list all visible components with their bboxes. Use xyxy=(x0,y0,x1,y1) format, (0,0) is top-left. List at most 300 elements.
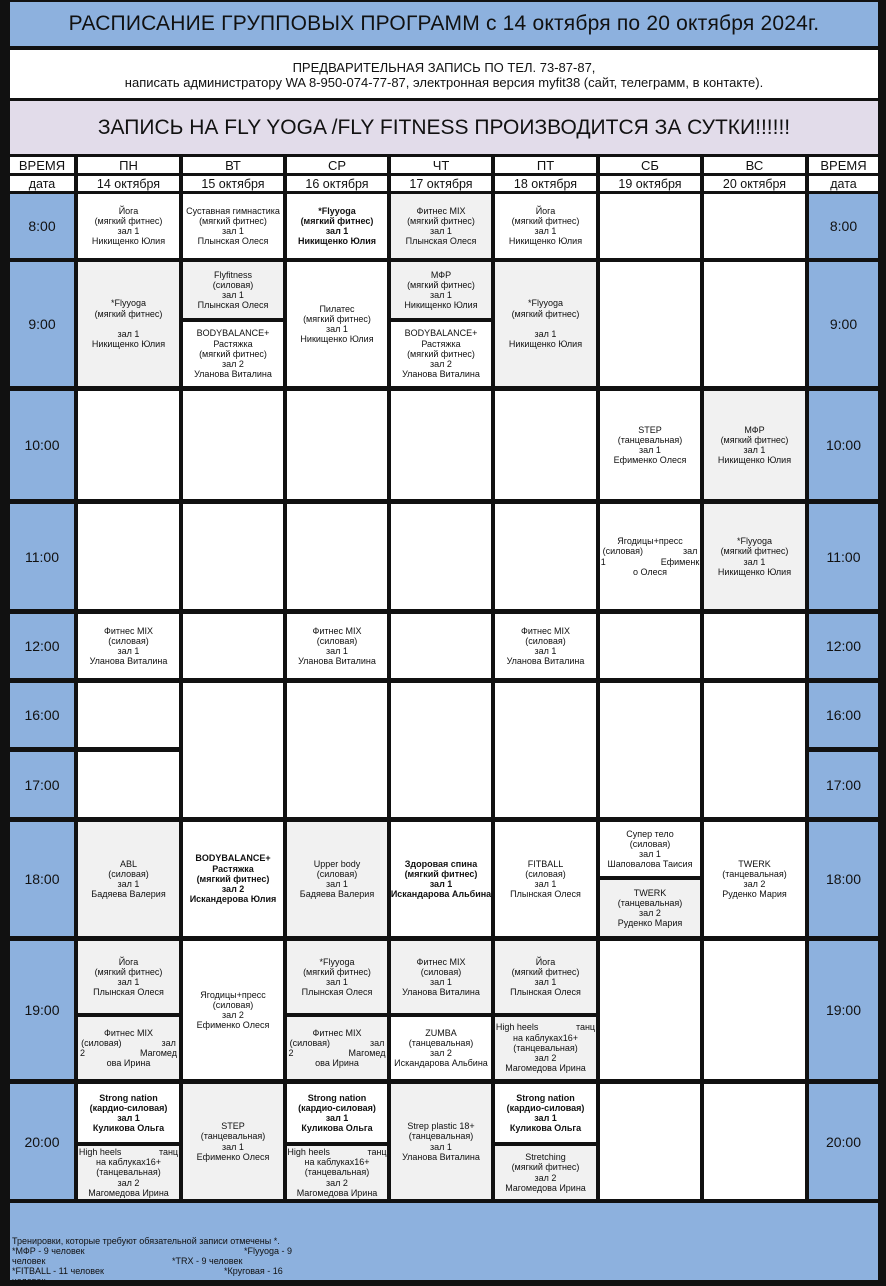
class-detail: (мягкий фитнес) xyxy=(196,873,270,884)
empty-slot xyxy=(287,391,387,499)
empty-slot xyxy=(78,391,179,499)
class-detail xyxy=(544,319,547,329)
class-name: Фитнес MIX xyxy=(104,625,153,636)
empty-slot xyxy=(183,683,283,817)
class-cell xyxy=(391,822,491,936)
time-label: 12:00 xyxy=(10,614,74,678)
class-cell xyxy=(78,194,179,258)
class-cell xyxy=(78,1017,179,1079)
class-cell xyxy=(78,822,179,936)
time-label-right: 18:00 xyxy=(809,822,878,936)
booking-phone: ПРЕДВАРИТЕЛЬНАЯ ЗАПИСЬ ПО ТЕЛ. 73-87-87, xyxy=(292,60,596,75)
class-cell xyxy=(391,322,491,386)
class-name: *Flyyoga xyxy=(110,298,146,309)
class-detail: зал 1 xyxy=(326,977,348,987)
class-detail: (силовая) xyxy=(316,868,358,879)
class-detail: Бадяева Валерия xyxy=(299,889,375,900)
class-cell xyxy=(287,1084,387,1142)
class-detail: зал 2 xyxy=(743,879,766,889)
class-name: Strong nation xyxy=(307,1092,367,1103)
class-detail: (танцевальная) xyxy=(408,1131,474,1142)
time-label: 20:00 xyxy=(10,1084,74,1199)
class-name: ZUMBA xyxy=(425,1027,457,1038)
class-detail: Уланова Виталина xyxy=(298,656,376,667)
class-cell xyxy=(495,614,596,678)
class-cell xyxy=(495,1017,596,1079)
class-detail: Искандарова Альбина xyxy=(390,889,492,900)
class-detail: зал 2 xyxy=(221,884,245,895)
empty-slot xyxy=(704,683,805,817)
time-label: 11:00 xyxy=(10,504,74,609)
time-label: 9:00 xyxy=(10,262,74,386)
class-detail: (танцевальная) xyxy=(304,1167,370,1178)
class-detail: (мягкий фитнес) xyxy=(407,215,475,226)
class-detail: зал 1 xyxy=(222,226,244,236)
class-detail: зал 1 xyxy=(117,1113,140,1123)
class-detail: Руденко Мария xyxy=(617,918,683,929)
class-detail: (мягкий фитнес) xyxy=(407,348,475,359)
class-name: Фитнес MIX xyxy=(104,1027,153,1038)
class-name: Йога xyxy=(535,956,556,967)
empty-slot xyxy=(391,391,491,499)
class-detail: зал 1 xyxy=(222,1141,244,1152)
class-name: Фитнес MIX xyxy=(416,205,466,216)
class-cell xyxy=(600,880,700,936)
empty-slot xyxy=(495,504,596,609)
class-detail: (мягкий фитнес) xyxy=(407,279,475,290)
empty-slot xyxy=(600,194,700,258)
page-title: РАСПИСАНИЕ ГРУППОВЫХ ПРОГРАММ с 14 октября по 20 октября 2024г. xyxy=(10,2,878,46)
class-name: Strep plastic 18+ xyxy=(407,1121,475,1132)
class-name: Йога xyxy=(535,205,556,216)
class-name: Strong nation xyxy=(99,1092,158,1103)
time-column-header-right: ВРЕМЯ xyxy=(809,157,878,173)
class-detail: ова Ирина xyxy=(315,1058,359,1069)
class-detail: Магомедова Ирина xyxy=(505,1063,586,1074)
empty-slot xyxy=(78,504,179,609)
class-detail: (силовая) xyxy=(108,635,149,646)
class-detail: (мягкий фитнес) xyxy=(199,348,267,359)
class-detail: зал 1 xyxy=(534,977,557,987)
class-name: STEP xyxy=(221,1121,245,1132)
class-detail: Плынская Олеся xyxy=(510,889,581,900)
class-detail: Искандарова Альбина xyxy=(394,1058,488,1069)
class-detail: (мягкий фитнес) xyxy=(300,215,374,226)
class-detail: зал 1 xyxy=(117,977,140,987)
class-cell xyxy=(495,822,596,936)
class-detail: Магомедова Ирина xyxy=(505,1182,586,1193)
date-sat: 19 октября xyxy=(600,176,700,191)
class-detail: зал 1 xyxy=(534,1113,557,1123)
class-name: Фитнес MIX xyxy=(521,625,570,636)
class-cell xyxy=(391,1084,491,1199)
class-detail: Куликова Ольга xyxy=(301,1123,373,1134)
footnote-chelovek: человек xyxy=(12,1256,46,1266)
class-name: МФР xyxy=(430,269,452,280)
class-detail: (кардио-силовая) xyxy=(89,1102,168,1113)
class-detail: Магомедова Ирина xyxy=(88,1187,169,1198)
class-detail: зал 2 xyxy=(326,1177,348,1188)
empty-slot xyxy=(78,683,179,747)
class-name: Фитнес MIX xyxy=(312,625,362,636)
date-wed: 16 октября xyxy=(287,176,387,191)
class-detail xyxy=(127,319,130,329)
time-label: 17:00 xyxy=(10,752,74,817)
class-name: *Flyyoga xyxy=(527,298,563,309)
class-detail: Никищенко Юлия xyxy=(717,566,792,577)
class-cell xyxy=(495,1146,596,1199)
class-detail: Уланова Виталина xyxy=(402,1151,480,1162)
class-detail: зал 1 xyxy=(430,977,452,987)
class-detail: Никищенко Юлия xyxy=(297,236,377,247)
class-detail: Уланова Виталина xyxy=(402,987,480,998)
class-cell xyxy=(495,194,596,258)
class-detail: (кардио-силовая) xyxy=(298,1102,376,1113)
empty-slot xyxy=(495,683,596,817)
class-detail: зал 1 xyxy=(430,1141,452,1152)
class-detail: зал 1 xyxy=(325,226,349,236)
class-detail: Ефименко Олеся xyxy=(196,1151,270,1162)
class-name: Йога xyxy=(118,205,139,216)
class-detail: (мягкий фитнес) xyxy=(511,308,580,319)
time-label: 10:00 xyxy=(10,391,74,499)
class-cell xyxy=(495,1084,596,1142)
class-detail: зал 1 xyxy=(117,879,140,889)
class-cell xyxy=(495,262,596,386)
class-detail: Никищенко Юлия xyxy=(508,339,583,350)
day-mon: ПН xyxy=(78,157,179,173)
empty-slot xyxy=(78,752,179,817)
class-detail: (силовая) xyxy=(525,635,566,646)
class-cell xyxy=(704,822,805,936)
class-name: High heels танц xyxy=(495,1022,596,1033)
class-detail: Плынская Олеся xyxy=(510,987,581,998)
class-name: Strong nation xyxy=(516,1092,575,1103)
class-detail: зал 1 xyxy=(326,646,348,656)
class-name: *Flyyoga xyxy=(736,536,772,547)
class-detail: зал 1 xyxy=(117,329,140,340)
class-cell xyxy=(495,941,596,1013)
class-detail: (мягкий фитнес) xyxy=(94,215,163,226)
booking-channels: написать администратору WA 8-950-074-77-87, электронная версия myfit38 (сайт, телеграмм, в контакте). xyxy=(124,75,764,90)
booking-info xyxy=(10,50,878,98)
class-detail: Бадяева Валерия xyxy=(91,889,166,900)
class-detail: зал 1 xyxy=(325,1113,349,1123)
class-name: Stretching xyxy=(525,1152,566,1163)
day-tue: ВТ xyxy=(183,157,283,173)
class-cell xyxy=(287,941,387,1013)
empty-slot xyxy=(704,262,805,386)
class-detail: на каблуках16+ xyxy=(95,1157,162,1168)
class-detail: зал 2 xyxy=(430,359,452,370)
empty-slot xyxy=(704,194,805,258)
class-detail: зал 1 xyxy=(429,879,453,889)
class-name: Ягодицы+пресс xyxy=(200,989,266,1000)
class-name: Пилатес xyxy=(319,303,355,314)
empty-slot xyxy=(287,683,387,817)
time-label-right: 19:00 xyxy=(809,941,878,1079)
empty-slot xyxy=(183,391,283,499)
class-cell xyxy=(78,262,179,386)
class-detail: зал 1 xyxy=(222,290,244,300)
class-cell xyxy=(391,194,491,258)
class-name: High heels танц xyxy=(287,1146,387,1157)
footnote-chelovek-2: человек xyxy=(12,1276,46,1286)
class-name: Ягодицы+пресс xyxy=(617,536,683,547)
class-detail: (мягкий фитнес) xyxy=(511,215,580,226)
class-detail: (мягкий фитнес) xyxy=(94,966,163,977)
class-detail: (танцевальная) xyxy=(200,1131,266,1142)
class-detail: (силовая) xyxy=(525,868,566,879)
day-sun: ВС xyxy=(704,157,805,173)
class-cell xyxy=(78,941,179,1013)
class-cell xyxy=(78,1084,179,1142)
day-thu: ЧТ xyxy=(391,157,491,173)
empty-slot xyxy=(183,504,283,609)
class-detail: о Олеся xyxy=(632,566,668,577)
date-thu: 17 октября xyxy=(391,176,491,191)
class-cell xyxy=(183,1084,283,1199)
class-detail: 2 Магомед xyxy=(80,1048,177,1058)
class-name: Суставная гимнастика xyxy=(186,205,280,216)
class-detail: зал 1 xyxy=(117,646,140,656)
date-tue: 15 октября xyxy=(183,176,283,191)
class-detail: Никищенко Юлия xyxy=(91,339,166,350)
class-cell xyxy=(287,1146,387,1199)
class-name: BODYBALANCE+ xyxy=(196,328,270,339)
class-detail: зал 1 xyxy=(430,226,452,236)
class-detail: (мягкий фитнес) xyxy=(511,966,580,977)
class-detail: зал 1 xyxy=(534,879,557,889)
footnote-fitball: *FITBALL - 11 человек xyxy=(12,1266,104,1276)
time-label: 8:00 xyxy=(10,194,74,258)
class-cell xyxy=(600,391,700,499)
time-label-right: 20:00 xyxy=(809,1084,878,1199)
class-detail: на каблуках16+ xyxy=(304,1157,370,1168)
class-detail: (танцевальная) xyxy=(96,1167,161,1178)
class-detail: Магомедова Ирина xyxy=(296,1187,378,1198)
class-detail: зал 1 xyxy=(534,646,557,656)
class-name: TWERK xyxy=(738,858,771,869)
class-detail: (мягкий фитнес) xyxy=(199,215,267,226)
class-detail: Растяжка xyxy=(212,863,254,874)
class-detail: зал 1 xyxy=(534,226,557,236)
empty-slot xyxy=(600,1084,700,1199)
class-cell xyxy=(78,1146,179,1199)
class-detail: зал 1 xyxy=(743,445,766,455)
class-name: BODYBALANCE+ xyxy=(404,328,478,339)
time-label-right: 16:00 xyxy=(809,683,878,747)
class-detail: Уланова Виталина xyxy=(89,656,168,667)
class-detail: Никищенко Юлия xyxy=(508,236,583,247)
class-cell xyxy=(183,194,283,258)
class-detail: (силовая) зал xyxy=(289,1037,385,1048)
class-detail: Куликова Ольга xyxy=(509,1123,582,1134)
class-cell xyxy=(183,941,283,1079)
class-detail: (силовая) xyxy=(212,279,254,290)
class-detail: Никищенко Юлия xyxy=(404,300,478,311)
empty-slot xyxy=(183,614,283,678)
class-name: High heels танц xyxy=(78,1146,179,1157)
date-column-header-right: дата xyxy=(809,176,878,191)
time-label: 18:00 xyxy=(10,822,74,936)
day-wed: СР xyxy=(287,157,387,173)
class-cell xyxy=(600,504,700,609)
class-detail: (танцевальная) xyxy=(722,868,787,879)
class-detail: (силовая) xyxy=(316,635,358,646)
class-detail: Уланова Виталина xyxy=(194,369,272,380)
class-cell xyxy=(600,822,700,876)
class-name: Фитнес MIX xyxy=(312,1027,362,1038)
class-detail: (мягкий фитнес) xyxy=(511,1162,580,1173)
class-cell xyxy=(287,614,387,678)
class-detail: зал 2 xyxy=(534,1053,557,1064)
empty-slot xyxy=(704,614,805,678)
class-detail: (танцевальная) xyxy=(513,1042,578,1053)
footnote-krug: *Круговая - 16 xyxy=(224,1266,283,1276)
class-detail: зал 1 xyxy=(639,445,661,455)
date-column-header: дата xyxy=(10,176,74,191)
class-detail: Плынская Олеся xyxy=(93,987,164,998)
class-cell xyxy=(391,1017,491,1079)
empty-slot xyxy=(600,614,700,678)
class-detail: Руденко Мария xyxy=(722,889,787,900)
class-name: *Flyyoga xyxy=(318,205,356,216)
class-cell xyxy=(704,504,805,609)
date-fri: 18 октября xyxy=(495,176,596,191)
class-detail: зал 1 xyxy=(639,849,661,859)
class-detail: зал 2 xyxy=(639,908,661,918)
class-detail: Плынская Олеся xyxy=(197,300,269,311)
class-detail: Искандерова Юлия xyxy=(189,894,277,905)
time-label-right: 11:00 xyxy=(809,504,878,609)
class-name: *Flyyoga xyxy=(319,956,355,967)
empty-slot xyxy=(600,262,700,386)
footnote-mfr: *МФР - 9 человек xyxy=(12,1246,85,1256)
class-detail: Уланова Виталина xyxy=(402,369,480,380)
empty-slot xyxy=(704,1084,805,1199)
class-cell xyxy=(704,391,805,499)
empty-slot xyxy=(600,683,700,817)
class-detail: зал 1 xyxy=(534,329,557,340)
class-detail: Плынская Олеся xyxy=(301,987,373,998)
class-detail: ова Ирина xyxy=(106,1058,151,1069)
time-label-right: 8:00 xyxy=(809,194,878,258)
class-detail: (силовая) xyxy=(108,868,149,879)
class-detail: на каблуках16+ xyxy=(512,1032,579,1043)
class-detail: зал 2 xyxy=(117,1177,140,1188)
class-cell xyxy=(287,262,387,386)
class-cell xyxy=(183,822,283,936)
class-detail: зал 2 xyxy=(534,1172,557,1183)
class-detail: (силовая) xyxy=(629,838,671,849)
time-column-header: ВРЕМЯ xyxy=(10,157,74,173)
class-name: BODYBALANCE+ xyxy=(195,853,271,864)
day-fri: ПТ xyxy=(495,157,596,173)
empty-slot xyxy=(287,504,387,609)
class-cell xyxy=(183,322,283,386)
class-detail: (силовая) зал xyxy=(81,1037,176,1048)
class-detail: Ефименко Олеся xyxy=(196,1020,270,1031)
class-name: Супер тело xyxy=(626,828,674,839)
class-detail: (кардио-силовая) xyxy=(506,1102,585,1113)
empty-slot xyxy=(391,683,491,817)
class-detail: (танцевальная) xyxy=(408,1037,474,1048)
class-detail: Никищенко Юлия xyxy=(717,455,792,466)
class-detail: 1 Ефименк xyxy=(600,556,700,567)
class-detail: Куликова Ольга xyxy=(92,1123,165,1134)
class-detail: зал 2 xyxy=(222,1010,244,1020)
empty-slot xyxy=(495,391,596,499)
class-cell xyxy=(287,194,387,258)
class-detail: (мягкий фитнес) xyxy=(303,313,371,324)
class-detail: Никищенко Юлия xyxy=(300,334,374,345)
class-cell xyxy=(183,262,283,318)
class-detail: (мягкий фитнес) xyxy=(720,434,789,445)
footnote-trx: *TRX - 9 человек xyxy=(172,1256,243,1266)
class-detail: Плынская Олеся xyxy=(197,236,269,247)
class-detail: Уланова Виталина xyxy=(506,656,585,667)
class-detail: зал 1 xyxy=(743,556,766,567)
class-detail: (силовая) xyxy=(212,999,254,1010)
class-detail: Плынская Олеся xyxy=(405,236,477,247)
class-name: TWERK xyxy=(633,887,667,898)
class-cell xyxy=(391,262,491,318)
empty-slot xyxy=(391,504,491,609)
class-cell xyxy=(287,822,387,936)
class-detail: Шаповалова Таисия xyxy=(607,859,693,870)
date-mon: 14 октября xyxy=(78,176,179,191)
class-detail: зал 1 xyxy=(430,290,452,300)
time-label: 19:00 xyxy=(10,941,74,1079)
class-detail: 2 Магомед xyxy=(288,1048,386,1058)
class-detail: Растяжка xyxy=(213,338,253,349)
class-cell xyxy=(391,941,491,1013)
class-detail: зал 2 xyxy=(222,359,244,370)
class-detail: (танцевальная) xyxy=(617,434,683,445)
class-cell xyxy=(287,1017,387,1079)
class-detail: Растяжка xyxy=(421,338,461,349)
class-detail: зал 2 xyxy=(430,1048,452,1058)
class-name: МФР xyxy=(744,424,765,435)
class-detail: зал 1 xyxy=(326,324,348,334)
footnote-intro: Тренировки, которые требуют обязательной записи отмечены *. xyxy=(12,1236,280,1246)
class-detail: (силовая) зал xyxy=(602,546,698,557)
class-name: ABL xyxy=(119,858,137,869)
class-cell xyxy=(78,614,179,678)
class-detail: зал 1 xyxy=(117,226,140,236)
day-sat: СБ xyxy=(600,157,700,173)
time-label-right: 17:00 xyxy=(809,752,878,817)
class-name: Здоровая спина xyxy=(404,858,478,869)
date-sun: 20 октября xyxy=(704,176,805,191)
class-name: FITBALL xyxy=(527,858,564,869)
class-detail: (силовая) xyxy=(420,966,462,977)
class-detail: (мягкий фитнес) xyxy=(303,966,371,977)
empty-slot xyxy=(704,941,805,1079)
empty-slot xyxy=(600,941,700,1079)
fly-notice-banner: ЗАПИСЬ НА FLY YOGA /FLY FITNESS ПРОИЗВОДИТСЯ ЗА СУТКИ!!!!!! xyxy=(10,101,878,154)
class-detail: Никищенко Юлия xyxy=(91,236,166,247)
class-detail: (танцевальная) xyxy=(617,897,683,908)
class-name: Йога xyxy=(118,956,139,967)
time-label: 16:00 xyxy=(10,683,74,747)
class-name: STEP xyxy=(638,424,662,435)
time-label-right: 10:00 xyxy=(809,391,878,499)
time-label-right: 9:00 xyxy=(809,262,878,386)
class-detail: (мягкий фитнес) xyxy=(720,546,789,557)
class-name: Upper body xyxy=(313,858,361,869)
